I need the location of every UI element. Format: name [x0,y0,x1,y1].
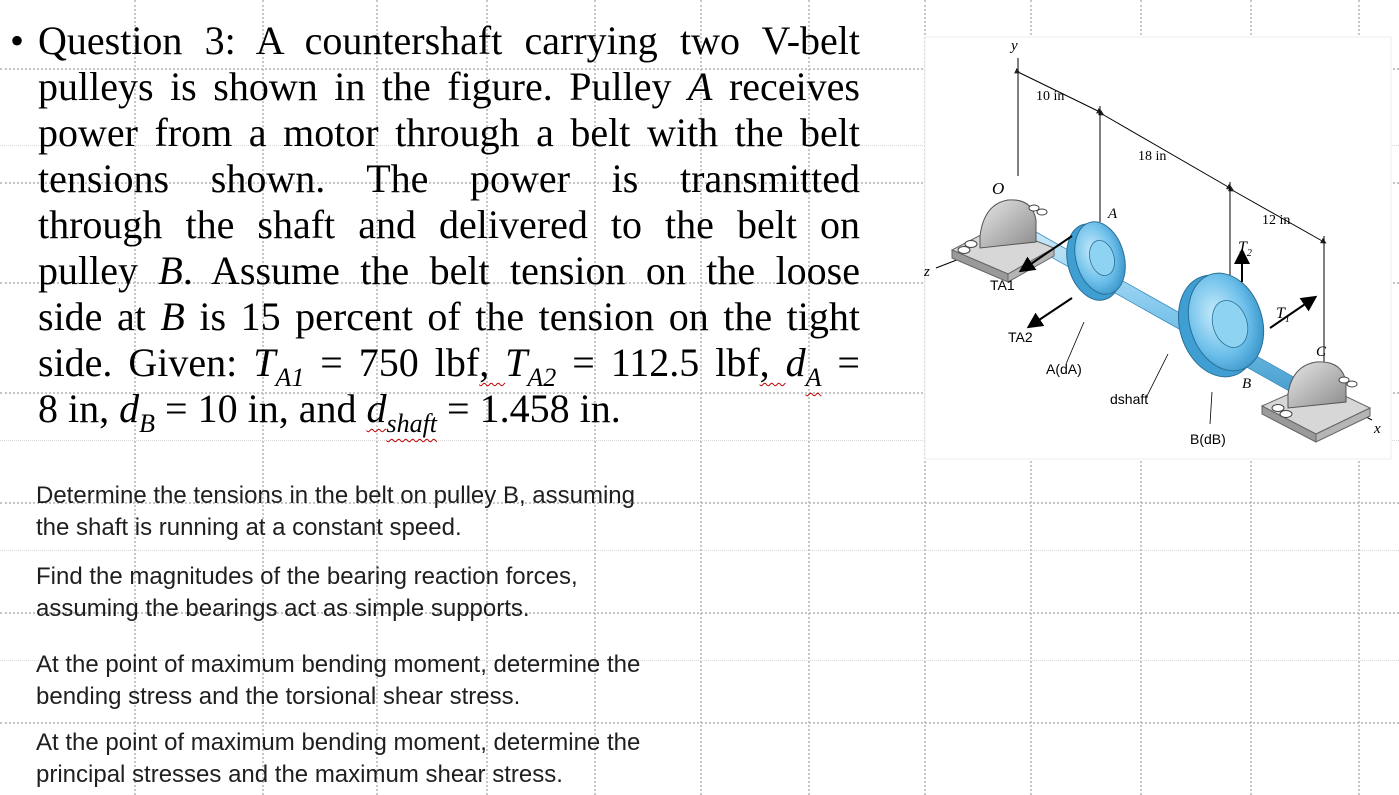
question-line-3: power from a motor through a belt with the belt [38,110,860,155]
symbol-t-a2: T [505,340,528,385]
question-line-4: tensions shown. The power is transmitted [38,156,860,201]
dshaft-label: dshaft [1110,391,1149,407]
spell-mark: , [759,340,786,385]
task-3: At the point of maximum bending moment, determine the bending stress and the torsional shear stress. [36,651,641,710]
origin-label: O [992,179,1005,198]
ta1-label: TA1 [990,277,1015,293]
question-line-9: 8 in, $d_B = 10$ in, and $d_{shaft} = 1.458$ in. [38,386,621,438]
spell-mark: , [479,340,506,385]
question-line-2: pulleys is shown in the figure. Pulley A receives [38,64,861,109]
bullet: • [10,18,25,63]
subscript-shaft: shaft [386,409,438,438]
axis-x-label: x [1374,421,1381,437]
task-1: Determine the tensions in the belt on pulley B, assuming the shaft is running at a constant speed. [36,482,636,541]
symbol-d-a: d [785,340,806,385]
countershaft-figure [924,36,1392,460]
point-c-label: C [1316,344,1327,360]
subscript-a1: A1 [275,363,305,392]
question-line-1: Question 3: A countershaft carrying two V-belt [38,18,860,63]
symbol-d-b: d [119,386,140,431]
point-a-label: A [1108,206,1118,222]
symbol-b: B [160,294,185,339]
point-b-label: B [1242,376,1252,392]
question-line-5: through the shaft and delivered to the belt on [38,202,860,247]
subscript-a2: A2 [527,363,557,392]
figure-svg [924,36,1392,460]
symbol-t-a1: T [253,340,276,385]
da-label: A(dA) [1046,361,1082,377]
tension-t2-label: $T_2$ [1238,239,1252,259]
tension-t1-label: $T_1$ [1276,305,1290,325]
dim-18-label: 18 in [1138,149,1167,164]
ta2-label: TA2 [1008,329,1033,345]
task-4: At the point of maximum bending moment, determine the principal stresses and the maximum shear stress. [36,729,641,788]
axis-z-label: z [924,264,930,280]
symbol-d-shaft: d [366,386,387,431]
dim-12-label: 12 in [1262,213,1291,228]
symbol-a: A [688,64,713,109]
axis-y-label: y [1011,38,1018,54]
question-line-8: side. Given: $T_{A1} = 750$ lbf, $T_{A2} = 112.5$ lbf, $d_A$ = [38,340,860,392]
db-label: B(dB) [1190,431,1226,447]
task-2: Find the magnitudes of the bearing reaction forces, assuming the bearings act as simple supports. [36,563,578,622]
dim-10-label: 10 in [1036,89,1065,104]
symbol-b: B [158,248,183,293]
question-line-6: pulley B. Assume the belt tension on the loose [38,248,861,293]
subscript-a: A [805,363,822,392]
subscript-b: B [139,409,156,438]
question-line-7: side at B is 15 percent of the tension on the tight [38,294,860,339]
